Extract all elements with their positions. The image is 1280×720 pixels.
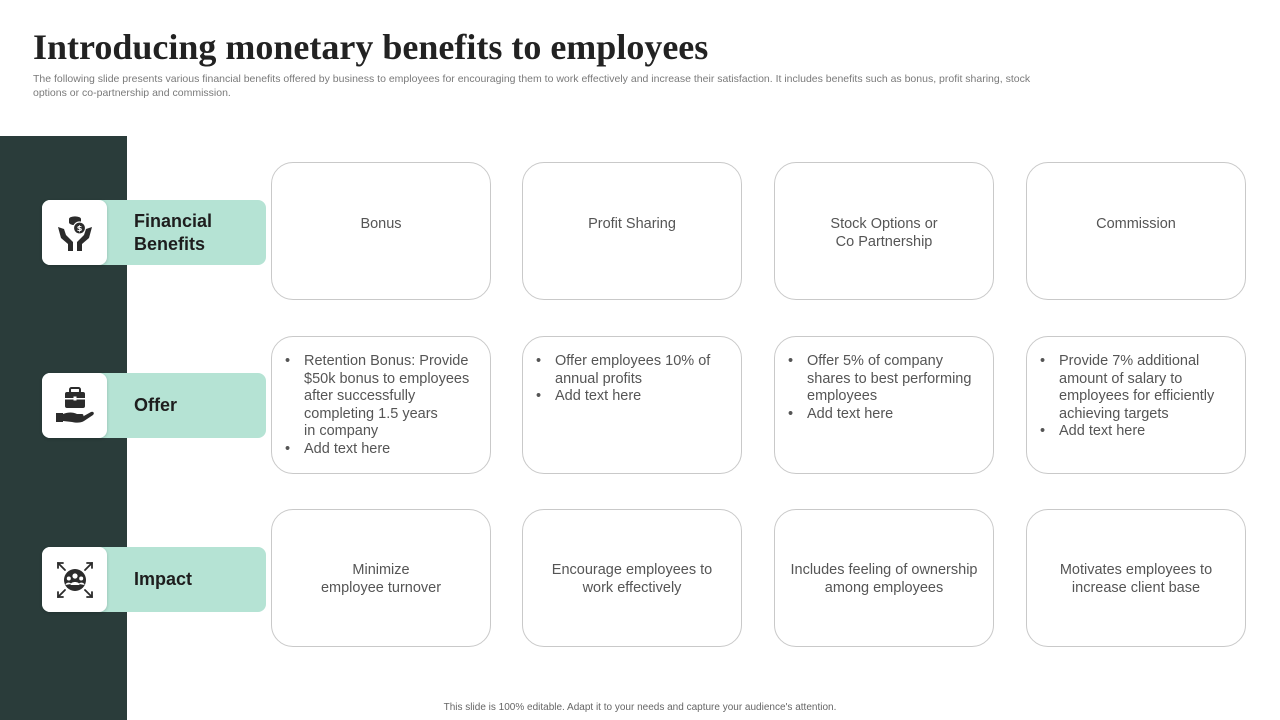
financial-label-line2: Benefits: [134, 233, 206, 254]
offer-bullet: • Provide 7% additional amount of salary to employees for efficiently achieving targets: [1059, 353, 1231, 423]
offer-icon-box: [42, 373, 107, 438]
row-label-offer: [42, 373, 266, 438]
impact-text-line2: among employees: [824, 580, 944, 596]
impact-card-stock-options: [774, 509, 994, 647]
impact-text-line2: increase client base: [1071, 580, 1201, 596]
row-label-text: [134, 200, 262, 265]
offer-label: Offer: [134, 395, 178, 415]
hands-coins-icon: [55, 213, 95, 253]
benefit-card-profit-sharing: [522, 162, 742, 300]
offer-bullet-placeholder: • Add text here: [807, 406, 979, 424]
page-title: Introducing monetary benefits to employees: [33, 27, 709, 67]
impact-text-line1: Includes feeling of ownership: [790, 562, 978, 578]
offer-bullet: • Offer 5% of company shares to best performing employees: [807, 353, 979, 406]
benefit-card-bonus: [271, 162, 491, 300]
financial-label-line1: Financial: [134, 210, 213, 231]
benefit-title-line1: Stock Options or: [830, 216, 938, 232]
benefit-title-line2: Co Partnership: [835, 234, 933, 250]
impact-text-line1: Motivates employees to: [1059, 562, 1213, 578]
offer-card-profit-sharing: [522, 336, 742, 474]
offer-bullet-placeholder: • Add text here: [304, 441, 476, 459]
impact-card-commission: [1026, 509, 1246, 647]
page-subtitle: The following slide presents various financial benefits offered by business to employees for encouraging them to work effectively and increase their satisfaction. It includes benefits such as bonus, profit sharing, stock options or co-partnership and commission.: [33, 73, 1031, 99]
benefit-title: Bonus: [360, 216, 402, 232]
impact-text-line2: employee turnover: [320, 580, 442, 596]
offer-list: [284, 353, 476, 459]
impact-text-line1: Minimize: [352, 562, 410, 578]
benefit-title: Profit Sharing: [588, 216, 676, 232]
offer-card-stock-options: [774, 336, 994, 474]
financial-icon-box: [42, 200, 107, 265]
offer-bullet: • Retention Bonus: Provide $50k bonus to employees after successfully completing 1.5 years in company: [304, 353, 476, 441]
impact-text-line1: Encourage employees to: [551, 562, 713, 578]
offer-list: [535, 353, 727, 406]
svg-text:$: $: [76, 223, 82, 233]
offer-card-bonus: [271, 336, 491, 474]
row-label-impact: [42, 547, 266, 612]
offer-list: [787, 353, 979, 423]
hand-briefcase-icon: [54, 386, 96, 426]
benefit-card-stock-options: [774, 162, 994, 300]
impact-text-line2: work effectively: [582, 580, 682, 596]
offer-bullet-placeholder: • Add text here: [1059, 423, 1231, 441]
impact-label: Impact: [134, 569, 193, 589]
offer-list: [1039, 353, 1231, 441]
row-label-financial-benefits: [42, 200, 266, 265]
benefit-title: Commission: [1096, 216, 1176, 232]
impact-icon-box: [42, 547, 107, 612]
offer-bullet: • Offer employees 10% of annual profits: [555, 353, 727, 388]
offer-card-commission: [1026, 336, 1246, 474]
benefit-card-commission: [1026, 162, 1246, 300]
impact-card-bonus: [271, 509, 491, 647]
slide-footer-note: This slide is 100% editable. Adapt it to your needs and capture your audience's attention.: [443, 702, 837, 713]
offer-bullet-placeholder: • Add text here: [555, 388, 727, 406]
impact-card-profit-sharing: [522, 509, 742, 647]
team-arrows-icon: [55, 560, 95, 600]
